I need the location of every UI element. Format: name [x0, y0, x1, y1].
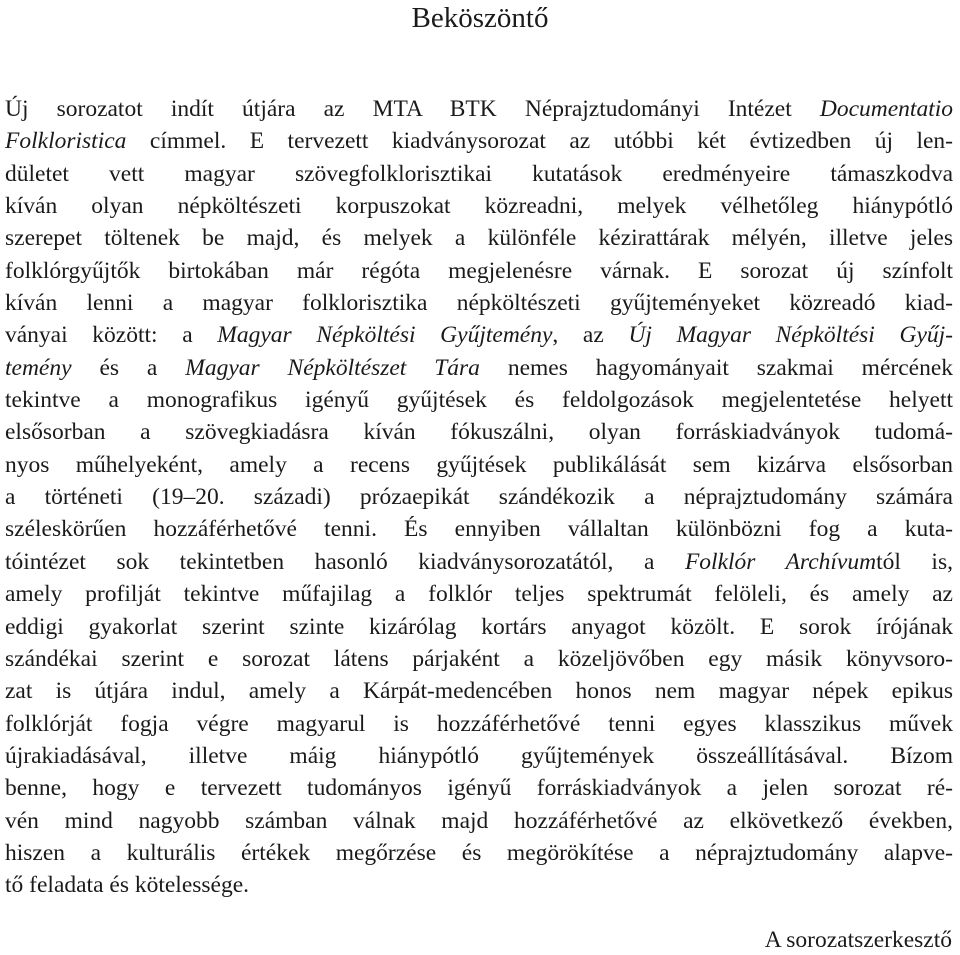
text-span: nemes hagyományait szakmai mércének	[479, 354, 953, 381]
text-line	[5, 222, 953, 254]
text-span: benne, hogy e tervezett tudományos igényű forráskiadványok a jelen sorozat ré-	[5, 775, 953, 802]
italic-title-span: Folklór Archívum	[684, 548, 877, 575]
text-span: hiszen a kulturális értékek megőrzése és megörökítése a néprajztudomány alapve-	[5, 839, 953, 866]
signature: A sorozatszerkesztő	[764, 927, 952, 953]
italic-title-span: Magyar Népköltészet Tára	[185, 354, 480, 381]
text-span: vén mind nagyobb számban válnak majd hozzáférhetővé az elkövetkező években,	[5, 807, 953, 834]
text-line	[5, 352, 953, 384]
text-line	[5, 384, 953, 416]
italic-title-span: Documentatio	[819, 96, 953, 122]
text-line	[5, 611, 953, 643]
text-line	[5, 513, 953, 545]
text-line	[5, 675, 953, 707]
text-span: tóintézet sok tekintetben hasonló kiadványsorozatától, a	[5, 548, 685, 575]
text-line	[5, 287, 953, 319]
body-paragraph	[5, 93, 953, 902]
text-span: dületet vett magyar szövegfolklorisztikai kutatások eredményeire támaszkodva	[5, 160, 953, 187]
text-span: széleskörűen hozzáférhetővé tenni. És ennyiben vállaltan különbözni fog a kuta-	[5, 516, 953, 543]
text-line	[5, 93, 953, 125]
italic-title-span: Új Magyar Népköltési Gyűj-	[628, 322, 953, 349]
text-line	[5, 837, 953, 869]
text-span: kíván lenni a magyar folklorisztika népköltészeti gyűjteményeket közreadó kiad-	[5, 290, 953, 317]
text-line	[5, 643, 953, 675]
text-span: nyos műhelyeként, amely a recens gyűjtések publikálását sem kizárva elsősorban	[5, 451, 953, 478]
text-line	[5, 125, 953, 157]
text-span: tekintve a monografikus igényű gyűjtések és feldolgozások megjelentetése helyett	[5, 387, 953, 414]
text-span: zat is útjára indul, amely a Kárpát-medencében honos nem magyar népek epikus	[5, 678, 953, 705]
text-span: , az	[552, 322, 629, 349]
text-span: folklórgyűjtők birtokában már régóta megjelenésre várnak. E sorozat új színfolt	[5, 257, 953, 284]
text-span: újrakiadásával, illetve máig hiánypótló gyűjtemények összeállításával. Bízom	[5, 742, 953, 769]
italic-title-span: Folkloristica	[5, 128, 127, 155]
text-span: amely profilját tekintve műfajilag a folklór teljes spektrumát felöleli, és amely az	[5, 581, 953, 608]
text-span: szándékai szerint e sorozat látens párjaként a közeljövőben egy másik könyvsoro-	[5, 645, 953, 672]
text-line	[5, 740, 953, 772]
text-span: tő feladata és kötelessége.	[5, 872, 250, 899]
text-span: Új sorozatot indít útjára az MTA BTK Néprajztudományi Intézet	[5, 96, 820, 122]
page-title: Beköszöntő	[411, 2, 549, 34]
text-span: elsősorban a szövegkiadásra kíván fókuszálni, olyan forráskiadványok tudomá-	[5, 419, 953, 446]
text-line	[5, 805, 953, 837]
text-span: a történeti (19–20. századi) prózaepikát szándékozik a néprajztudomány számára	[5, 484, 953, 511]
text-line	[5, 546, 953, 578]
text-line	[5, 449, 953, 481]
text-span: szerepet töltenek be majd, és melyek a különféle kézirattárak mélyén, illetve jeles	[5, 225, 953, 252]
text-span: és a	[71, 354, 186, 381]
text-span: címmel. E tervezett kiadványsorozat az utóbbi két évtizedben új len-	[126, 128, 953, 155]
text-span: folklórját fogja végre magyarul is hozzáférhetővé tenni egyes klasszikus művek	[5, 710, 953, 737]
text-line	[5, 158, 953, 190]
text-line	[5, 416, 953, 448]
text-line	[5, 578, 953, 610]
text-span: tól is,	[876, 548, 953, 575]
text-span: kíván olyan népköltészeti korpuszokat közreadni, melyek vélhetőleg hiánypótló	[5, 193, 953, 220]
italic-title-span: temény	[5, 354, 72, 381]
text-line	[5, 190, 953, 222]
text-line	[5, 319, 953, 351]
text-line	[5, 772, 953, 804]
text-line	[5, 869, 953, 901]
text-line	[5, 708, 953, 740]
italic-title-span: Magyar Népköltési Gyűjtemény	[217, 322, 553, 349]
text-line	[5, 481, 953, 513]
text-span: eddigi gyakorlat szerint szinte kizárólag kortárs anyagot közölt. E sorok írójának	[5, 613, 953, 640]
text-span: ványai között: a	[5, 322, 218, 349]
text-line	[5, 255, 953, 287]
